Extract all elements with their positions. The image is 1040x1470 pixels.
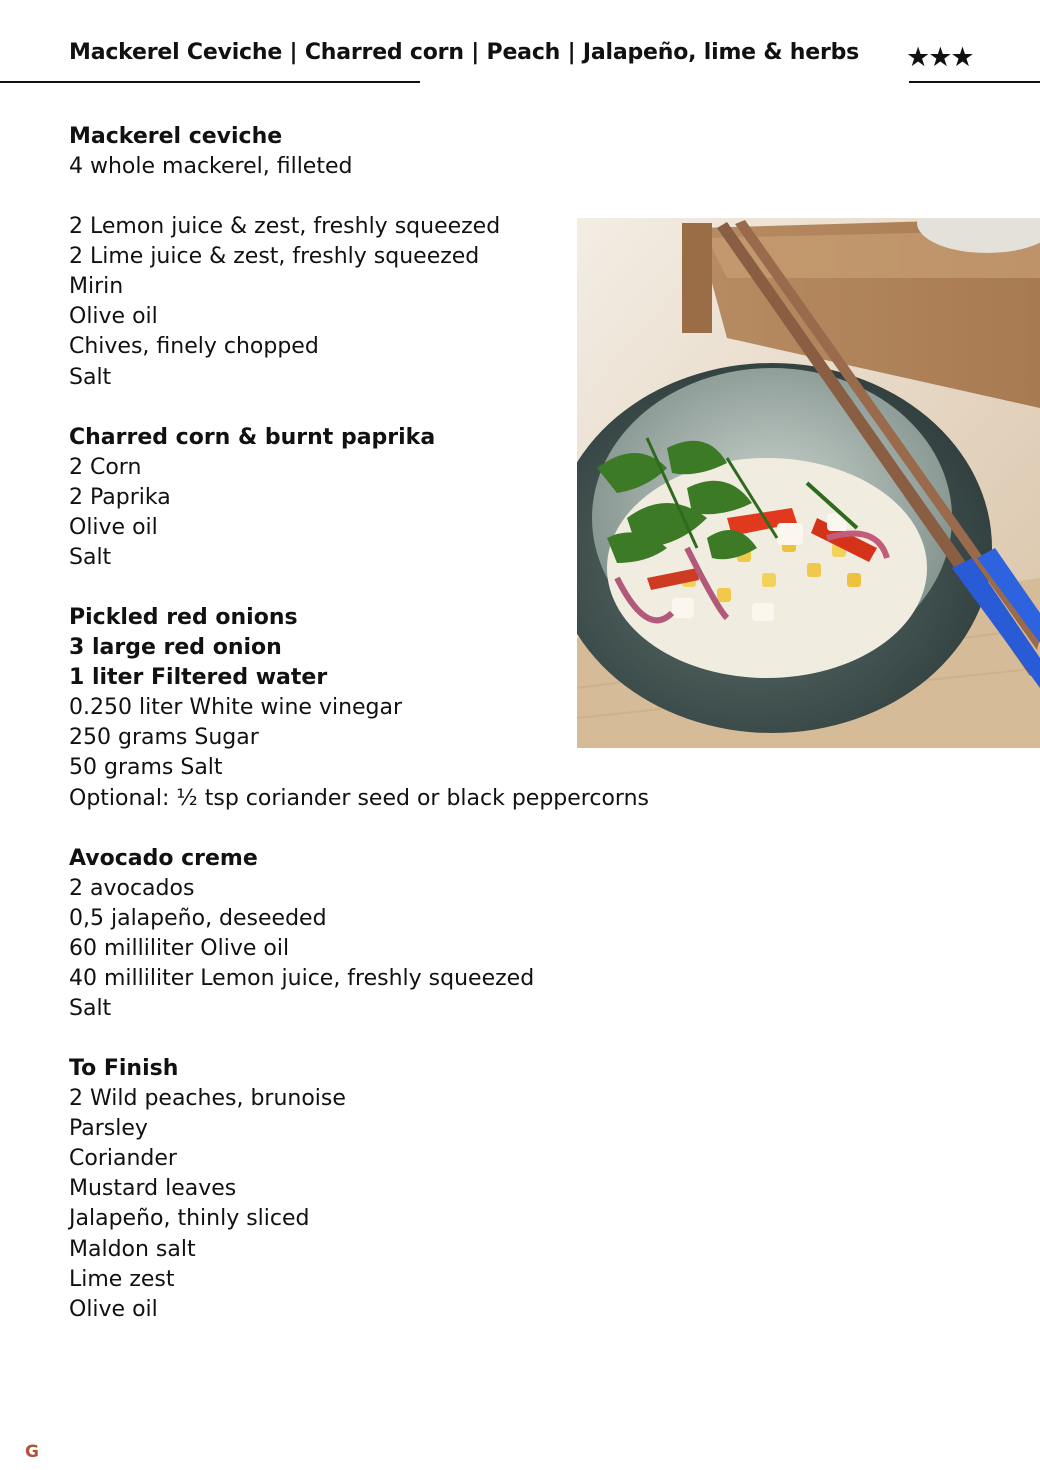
ingredient-item: 2 Wild peaches, brunoise [69, 1086, 346, 1112]
ingredient-item: 2 Lemon juice & zest, freshly squeezed [69, 214, 501, 240]
ingredient-item: Mustard leaves [69, 1176, 237, 1202]
difficulty-stars: ★★★ [906, 42, 973, 73]
ingredient-item: Parsley [69, 1116, 148, 1142]
ingredient-item: 3 large red onion [69, 635, 282, 661]
section-heading: Charred corn & burnt paprika [69, 424, 436, 450]
ingredient-item: 2 Paprika [69, 484, 171, 510]
ingredient-item: Coriander [69, 1146, 177, 1172]
ingredient-item: 250 grams Sugar [69, 725, 259, 751]
section-to-finish [69, 1054, 729, 1325]
section-avocado-creme [69, 844, 729, 1024]
ingredient-item: 60 milliliter Olive oil [69, 935, 290, 961]
ingredient-item: 50 grams Salt [69, 755, 223, 781]
ingredient-item: Salt [69, 544, 112, 570]
ingredient-item: 1 liter Filtered water [69, 665, 328, 691]
header-rule-right [909, 81, 1040, 83]
ingredient-item: Jalapeño, thinly sliced [69, 1206, 310, 1232]
section-heading: Mackerel ceviche [69, 124, 283, 149]
ingredient-item: Salt [69, 364, 112, 390]
ingredient-item: 2 Corn [69, 454, 142, 480]
page-title: Mackerel Ceviche | Charred corn | Peach | Jalapeño, lime & herbs [69, 40, 860, 65]
section-heading: Avocado creme [69, 845, 258, 871]
ingredient-item: Olive oil [69, 1296, 158, 1322]
ingredient-item: Optional: ½ tsp coriander seed or black peppercorns [69, 785, 649, 811]
dish-photo [577, 218, 1040, 748]
ingredient-item: Olive oil [69, 304, 158, 330]
ingredient-item: Mirin [69, 274, 124, 300]
ingredient-item: Olive oil [69, 514, 158, 540]
ingredient-item: Lime zest [69, 1266, 175, 1292]
header-rule-left [0, 81, 420, 83]
ingredient-item: 40 milliliter Lemon juice, freshly squeezed [69, 965, 535, 991]
brand-logo: G [25, 1442, 39, 1462]
ingredient-item: Maldon salt [69, 1236, 196, 1262]
ingredient-item: 2 avocados [69, 875, 195, 901]
ingredient-item: 4 whole mackerel, filleted [69, 154, 353, 179]
section-heading: Pickled red onions [69, 605, 298, 631]
ingredient-item: 0.250 liter White wine vinegar [69, 695, 403, 721]
ingredient-item: 0,5 jalapeño, deseeded [69, 905, 327, 931]
ingredient-item: Chives, finely chopped [69, 334, 319, 360]
section-heading: To Finish [69, 1056, 179, 1082]
ingredient-item: Salt [69, 995, 112, 1021]
ingredient-item: 2 Lime juice & zest, freshly squeezed [69, 244, 480, 270]
